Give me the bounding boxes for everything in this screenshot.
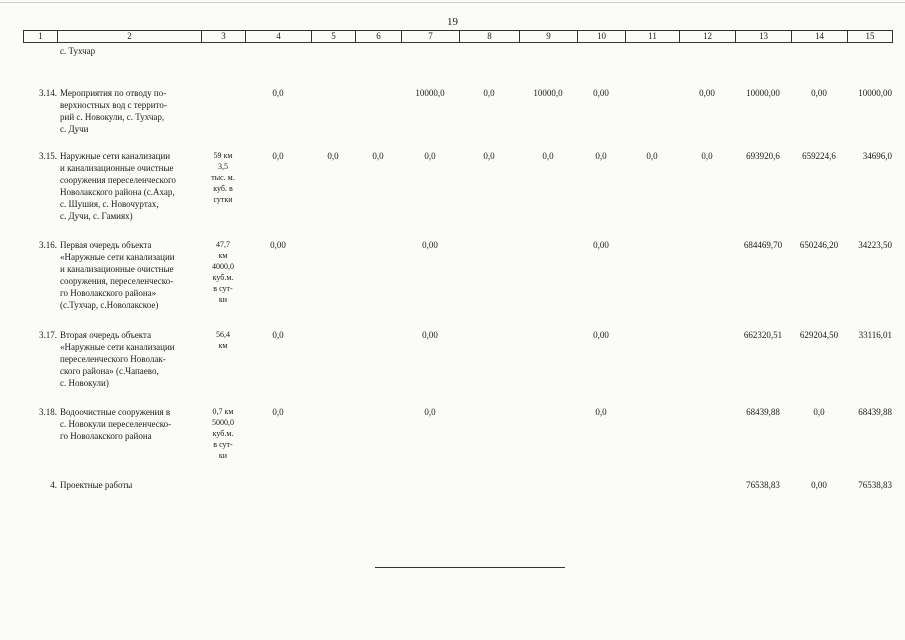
col-header: 12 bbox=[680, 31, 736, 43]
cell-col6: 0,0 bbox=[372, 151, 384, 161]
col-header: 6 bbox=[356, 31, 402, 43]
cell-col7: 10000,0 bbox=[415, 88, 445, 98]
row-name: Водоочистные сооружения в с. Новокули переселенческо- го Новолакского района bbox=[60, 407, 172, 441]
row-name: Вторая очередь объекта «Наружные сети канализации переселенческого Новолак- ского района» (с.Чапаево, с. Новокули) bbox=[60, 330, 175, 388]
row-number: 3.18. bbox=[39, 407, 57, 417]
continuation-text: с. Тухчар bbox=[60, 46, 96, 56]
col-header: 11 bbox=[626, 31, 680, 43]
row-unit: 47,7 км 4000,0 куб.м. в сут- ки bbox=[212, 240, 234, 304]
cell-col14: 0,0 bbox=[813, 407, 825, 417]
cell-col14: 659224,6 bbox=[802, 151, 836, 161]
col-header: 10 bbox=[578, 31, 626, 43]
cell-col15: 10000,00 bbox=[858, 88, 892, 98]
col-header: 8 bbox=[460, 31, 520, 43]
cell-col4: 0,0 bbox=[272, 330, 284, 340]
row-number: 3.17. bbox=[39, 330, 57, 340]
row-name: Мероприятия по отводу по- верхностных вод с террито- рий с. Новокули, с. Тухчар, с. Дучи bbox=[60, 88, 167, 134]
cell-col8: 0,0 bbox=[483, 151, 495, 161]
closing-rule bbox=[375, 567, 565, 568]
cell-col4: 0,0 bbox=[272, 407, 284, 417]
col-header: 9 bbox=[520, 31, 578, 43]
cell-col15: 76538,83 bbox=[858, 480, 892, 490]
cell-col7: 0,00 bbox=[422, 330, 438, 340]
cell-col4: 0,0 bbox=[272, 151, 284, 161]
col-header: 7 bbox=[402, 31, 460, 43]
cell-col8: 0,0 bbox=[483, 88, 495, 98]
cell-col13: 684469,70 bbox=[743, 240, 783, 250]
cell-col13: 68439,88 bbox=[746, 407, 780, 417]
column-header-table bbox=[23, 30, 893, 43]
row-name: Проектные работы bbox=[60, 480, 133, 490]
cell-col7: 0,0 bbox=[424, 151, 436, 161]
cell-col15: 68439,88 bbox=[858, 407, 892, 417]
page-number: 19 bbox=[447, 16, 458, 28]
row-number: 3.14. bbox=[39, 88, 57, 98]
col-header: 15 bbox=[848, 31, 893, 43]
row-number: 3.16. bbox=[39, 240, 57, 250]
cell-col7: 0,00 bbox=[422, 240, 438, 250]
col-header: 3 bbox=[202, 31, 246, 43]
cell-col10: 0,00 bbox=[593, 330, 609, 340]
cell-col9: 10000,0 bbox=[533, 88, 563, 98]
cell-col13: 10000,00 bbox=[746, 88, 780, 98]
cell-col4: 0,00 bbox=[270, 240, 286, 250]
cell-col15: 33116,01 bbox=[858, 330, 892, 340]
row-name: Наружные сети канализации и канализационные очистные сооружения переселенческого Новолакского района (с.Ахар, с. Шушия, с. Новочуртах, с. Дучи, с. Гамиях) bbox=[60, 151, 176, 221]
cell-col14: 650246,20 bbox=[799, 240, 839, 250]
cell-col14: 0,00 bbox=[811, 480, 827, 490]
cell-col10: 0,00 bbox=[593, 88, 609, 98]
col-header: 13 bbox=[736, 31, 792, 43]
row-unit: 59 км 3,5 тыс. м. куб. в сутки bbox=[211, 151, 235, 204]
col-header: 5 bbox=[312, 31, 356, 43]
cell-col12: 0,00 bbox=[699, 88, 715, 98]
cell-col15: 34223,50 bbox=[858, 240, 892, 250]
cell-col14: 629204,50 bbox=[799, 330, 839, 340]
header-row bbox=[24, 31, 893, 43]
cell-col13: 662320,51 bbox=[743, 330, 783, 340]
col-header: 4 bbox=[246, 31, 312, 43]
cell-col10: 0,0 bbox=[595, 407, 607, 417]
cell-col11: 0,0 bbox=[646, 151, 658, 161]
cell-col15: 34696,0 bbox=[862, 151, 892, 161]
cell-col13: 693920,6 bbox=[746, 151, 780, 161]
row-number: 3.15. bbox=[39, 151, 57, 161]
row-name: Первая очередь объекта «Наружные сети канализации и канализационные очистные сооружения, переселенческо- го Новолакского района» (с.Тухчар, с.Новолакское) bbox=[60, 240, 175, 310]
cell-col5: 0,0 bbox=[327, 151, 339, 161]
row-number: 4. bbox=[50, 480, 57, 490]
cell-col14: 0,00 bbox=[811, 88, 827, 98]
cell-col4: 0,0 bbox=[272, 88, 284, 98]
cell-col10: 0,0 bbox=[595, 151, 607, 161]
scan-top-edge bbox=[0, 2, 905, 3]
col-header: 1 bbox=[24, 31, 58, 43]
cell-col9: 0,0 bbox=[542, 151, 554, 161]
row-unit: 56,4 км bbox=[216, 330, 230, 350]
cell-col7: 0,0 bbox=[424, 407, 436, 417]
col-header: 2 bbox=[58, 31, 202, 43]
cell-col10: 0,00 bbox=[593, 240, 609, 250]
col-header: 14 bbox=[792, 31, 848, 43]
row-unit: 0,7 км 5000,0 куб.м. в сут- ки bbox=[212, 407, 234, 460]
cell-col13: 76538,83 bbox=[746, 480, 780, 490]
cell-col12: 0,0 bbox=[701, 151, 713, 161]
